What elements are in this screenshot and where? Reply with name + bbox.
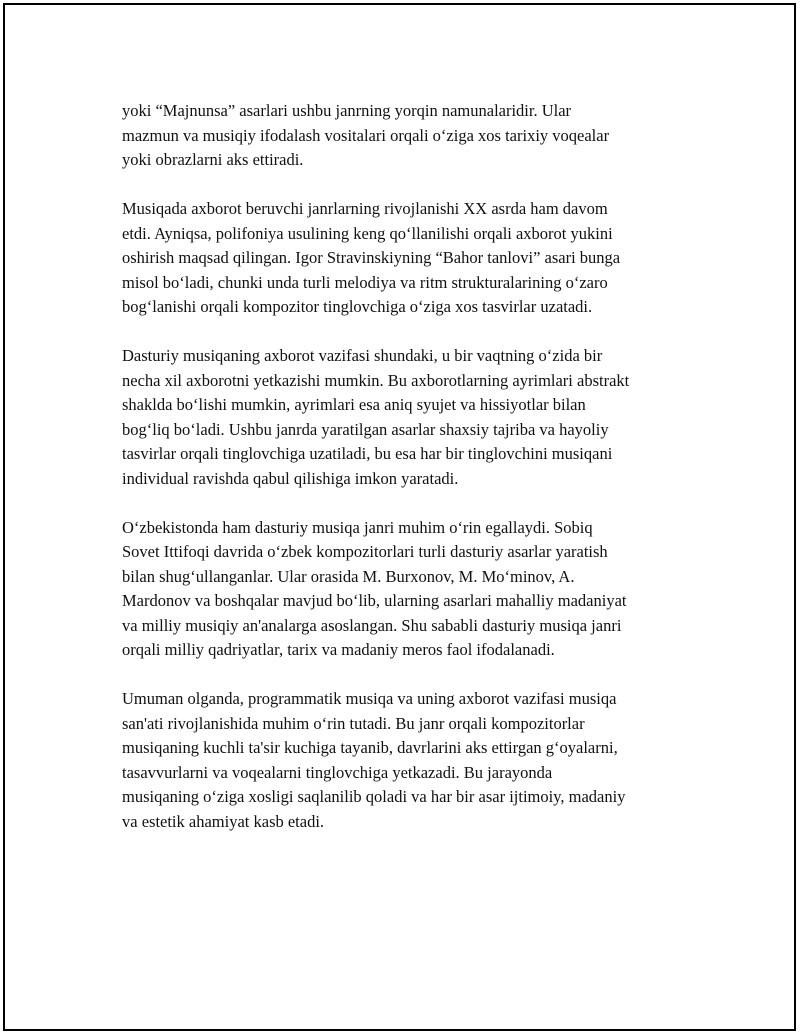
text-line: va milliy musiqiy an'analarga asoslangan. Shu sababli dasturiy musiqa janri (122, 615, 622, 635)
text-line: tasvirlar orqali tinglovchiga uzatiladi, bu esa har bir tinglovchini musiqani (122, 444, 613, 463)
text-line: individual ravishda qabul qilishiga imkon yaratadi. (122, 468, 459, 488)
text-line: etdi. Ayniqsa, polifoniya usulining keng qo‘llanilishi orqali axborot yukini (122, 223, 613, 243)
text-line: musiqaning kuchli ta'sir kuchiga tayanib, davrlarini aks ettirgan g‘oyalarni, (122, 738, 618, 757)
text-line: musiqaning o‘ziga xosligi saqlanilib qoladi va har bir asar ijtimoiy, madaniy (122, 787, 626, 806)
text-line: yoki obrazlarni aks ettiradi. (122, 150, 304, 169)
paragraph-3 (122, 344, 692, 491)
text-line: Umuman olganda, programmatik musiqa va uning axborot vazifasi musiqa (122, 689, 617, 708)
text-line: misol bo‘ladi, chunki unda turli melodiya va ritm strukturalarining o‘zaro (122, 272, 608, 292)
text-line: bog‘lanishi orqali kompozitor tinglovchiga o‘ziga xos tasvirlar uzatadi. (122, 297, 593, 316)
paragraph-4 (122, 516, 692, 663)
text-line: san'ati rivojlanishida muhim o‘rin tutadi. Bu janr orqali kompozitorlar (122, 713, 585, 733)
text-line: yoki “Majnunsa” asarlari ushbu janrning yorqin namunalaridir. Ular (122, 101, 572, 120)
paragraph-2 (122, 197, 692, 320)
text-line: tasavvurlarni va voqealarni tinglovchiga yetkazadi. Bu jarayonda (122, 762, 553, 782)
text-line: mazmun va musiqiy ifodalash vositalari orqali o‘ziga xos tarixiy voqealar (122, 125, 610, 145)
text-line: Musiqada axborot beruvchi janrlarning rivojlanishi XX asrda ham davom (122, 199, 608, 218)
text-line: bilan shug‘ullanganlar. Ular orasida M. Burxonov, M. Mo‘minov, A. (122, 566, 575, 586)
text-line: orqali milliy qadriyatlar, tarix va madaniy meros faol ifodalanadi. (122, 640, 555, 659)
paragraph-1 (122, 99, 692, 173)
text-line: Mardonov va boshqalar mavjud bo‘lib, ularning asarlari mahalliy madaniyat (122, 591, 627, 610)
paragraph-5 (122, 687, 692, 834)
text-line: Dasturiy musiqaning axborot vazifasi shundaki, u bir vaqtning o‘zida bir (122, 346, 603, 365)
text-line: oshirish maqsad qilingan. Igor Stravinskiyning “Bahor tanlovi” asari bunga (122, 248, 621, 267)
page-body (122, 99, 692, 859)
text-line: bog‘liq bo‘ladi. Ushbu janrda yaratilgan asarlar shaxsiy tajriba va hayoliy (122, 419, 609, 439)
text-line: shaklda bo‘lishi mumkin, ayrimlari esa aniq syujet va hissiyotlar bilan (122, 395, 586, 414)
page-frame (3, 3, 796, 1031)
text-line: va estetik ahamiyat kasb etadi. (122, 811, 325, 831)
text-line: necha xil axborotni yetkazishi mumkin. Bu axborotlarning ayrimlari abstrakt (122, 370, 630, 390)
text-line: O‘zbekistonda ham dasturiy musiqa janri muhim o‘rin egallaydi. Sobiq (122, 517, 593, 537)
text-line: Sovet Ittifoqi davrida o‘zbek kompozitorlari turli dasturiy asarlar yaratish (122, 542, 608, 561)
